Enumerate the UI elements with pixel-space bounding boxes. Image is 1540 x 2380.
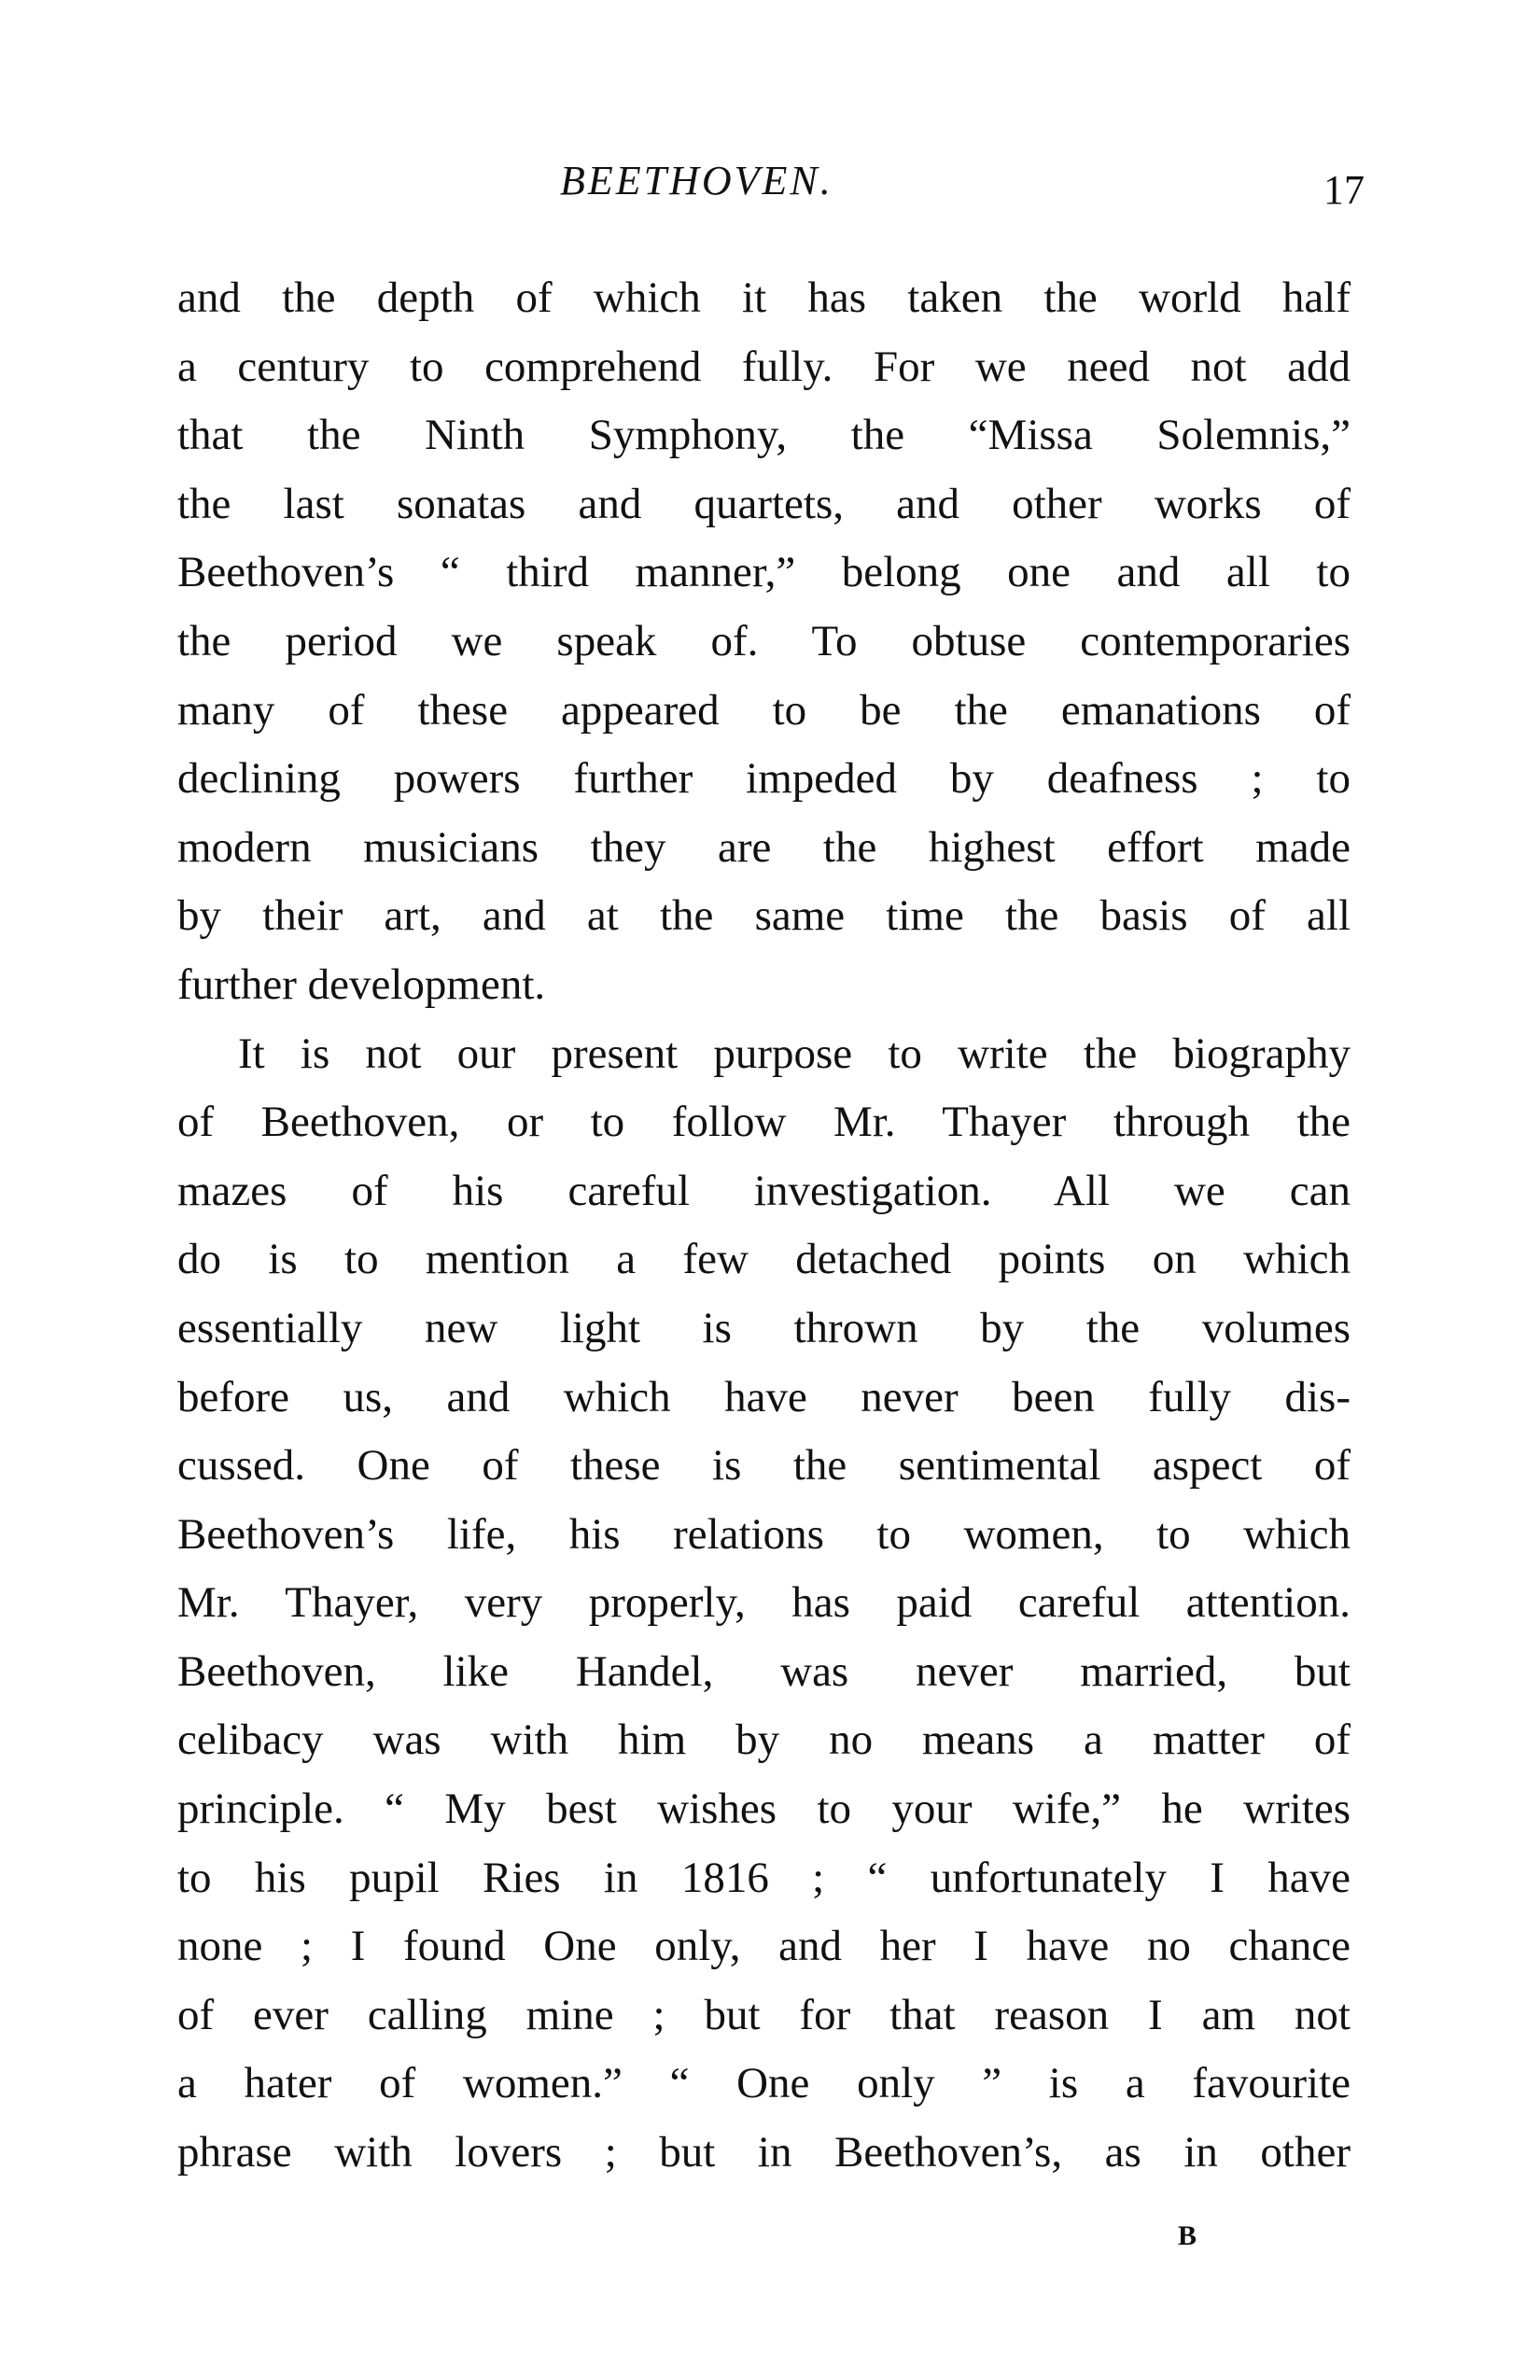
text-line: phrase with lovers ; but in Beethoven’s, as in other	[177, 2128, 1351, 2177]
text-line: It is not our present purpose to write the biography	[238, 1029, 1351, 1078]
text-line: a hater of women.” “ One only ” is a favourite	[177, 2059, 1351, 2108]
text-line: of Beethoven, or to follow Mr. Thayer through the	[177, 1098, 1351, 1147]
body-text	[177, 264, 1351, 2188]
running-title: BEETHOVEN.	[560, 158, 833, 203]
text-line: principle. “ My best wishes to your wife,” he writes	[177, 1785, 1351, 1834]
text-line: cussed. One of these is the sentimental aspect of	[177, 1441, 1351, 1491]
page-number: 17	[1323, 167, 1365, 213]
text-line: Mr. Thayer, very properly, has paid careful attention.	[177, 1578, 1351, 1628]
text-line: to his pupil Ries in 1816 ; “ unfortunately I have	[177, 1853, 1351, 1902]
text-line: of ever calling mine ; but for that reason I am not	[177, 1990, 1351, 2039]
text-line: by their art, and at the same time the basis of all	[177, 891, 1351, 941]
text-line: Beethoven’s life, his relations to women, to which	[177, 1509, 1351, 1559]
text-line: Beethoven’s “ third manner,” belong one and all to	[177, 548, 1351, 597]
text-line: a century to comprehend fully. For we need not add	[177, 342, 1351, 391]
text-line: the period we speak of. To obtuse contemporaries	[177, 616, 1351, 665]
text-line: many of these appeared to be the emanations of	[177, 685, 1351, 735]
signature-mark: B	[1178, 2220, 1197, 2251]
text-line: mazes of his careful investigation. All we can	[177, 1166, 1351, 1215]
text-line: none ; I found One only, and her I have no chance	[177, 1922, 1351, 1971]
text-line: and the depth of which it has taken the world half	[177, 273, 1351, 322]
text-line: before us, and which have never been fully dis-	[177, 1372, 1351, 1421]
text-line: the last sonatas and quartets, and other works of	[177, 479, 1351, 528]
text-line: declining powers further impeded by deafness ; to	[177, 754, 1351, 804]
text-line: celibacy was with him by no means a matter of	[177, 1715, 1351, 1765]
text-line: essentially new light is thrown by the volumes	[177, 1303, 1351, 1352]
text-line: Beethoven, like Handel, was never married, but	[177, 1646, 1351, 1696]
text-line: that the Ninth Symphony, the “Missa Solemnis,”	[177, 411, 1351, 460]
text-line: modern musicians they are the highest effort made	[177, 822, 1351, 872]
text-line: further development.	[177, 959, 546, 1009]
text-line: do is to mention a few detached points on which	[177, 1235, 1351, 1284]
